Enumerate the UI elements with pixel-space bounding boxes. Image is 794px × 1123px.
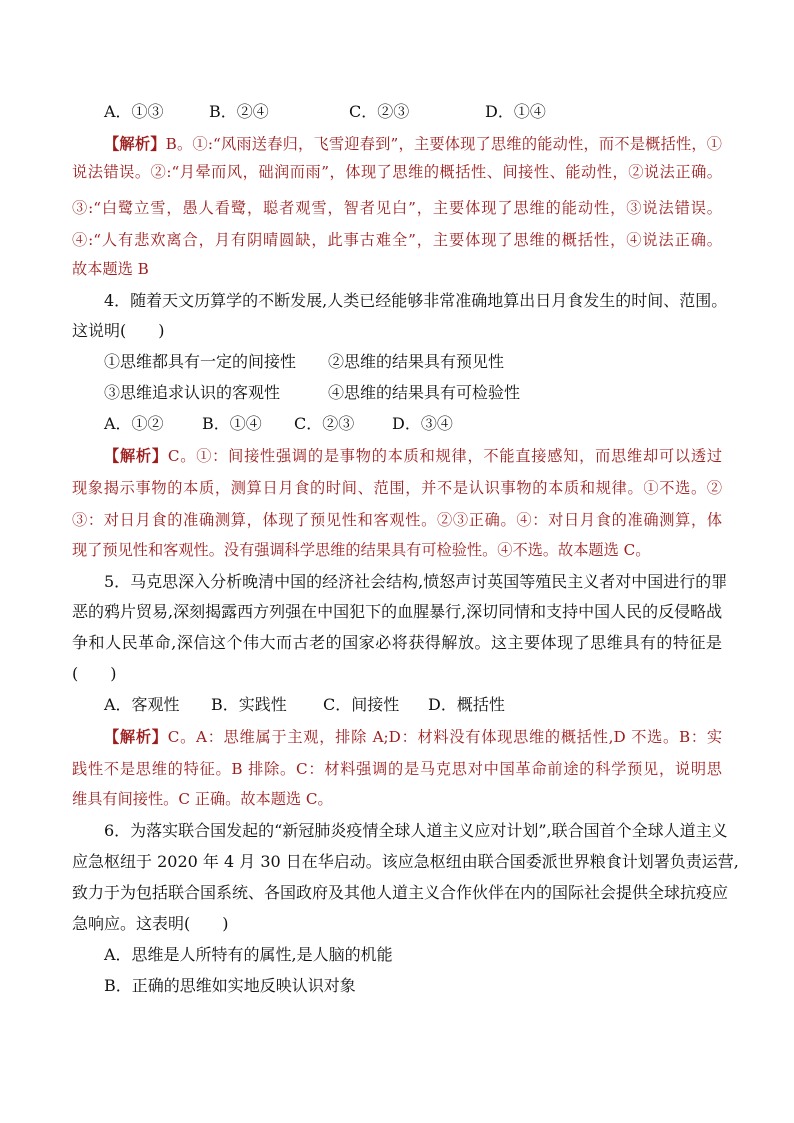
q4-analysis-line-3: ③：对日月食的准确测算，体现了预见性和客观性。②③正确。④：对日月食的准确测算，体 xyxy=(72,511,722,529)
q3-option-b: B．②④ xyxy=(209,102,269,121)
q6-option-b: B．正确的思维如实地反映认识对象 xyxy=(104,976,356,995)
q3-analysis-line-2: 说法错误。②:“月晕而风，础润而雨”，体现了思维的概括性、间接性、能动性，②说法正确。 xyxy=(72,163,722,181)
q4-statements-line-1: ①思维都具有一定的间接性 ②思维的结果具有预见性 xyxy=(104,352,505,371)
q6-option-a: A．思维是人所特有的属性,是人脑的机能 xyxy=(104,945,393,964)
q3-analysis-line-5: 故本题选 B xyxy=(72,260,149,278)
q5-option-d: D．概括性 xyxy=(428,695,505,714)
q5-analysis-line-2: 践性不是思维的特征。B 排除。C：材料强调的是马克思对中国革命前途的科学预见，说明思 xyxy=(72,760,722,778)
q4-option-b: B．①④ xyxy=(202,414,262,433)
q3-option-d: D．①④ xyxy=(485,102,546,121)
q4-analysis-line-4: 现了预见性和客观性。没有强调科学思维的结果具有可检验性。④不选。故本题选 C。 xyxy=(72,541,651,559)
q5-stem-line-4: ( ) xyxy=(72,664,117,683)
q5-option-c: C．间接性 xyxy=(323,695,400,714)
q3-analysis-line-3: ③:“白鹭立雪，愚人看鹭，聪者观雪，智者见白”，主要体现了思维的能动性，③说法错误。 xyxy=(72,199,722,217)
q4-options xyxy=(104,414,453,434)
analysis-tag: 【解析】 xyxy=(104,447,168,465)
q4-option-a: A．①② xyxy=(104,414,164,433)
q6-stem-line-2: 应急枢纽于 2020 年 4 月 30 日在华启动。该应急枢纽由联合国委派世界粮食计划署负责运营, xyxy=(72,852,739,871)
q6-stem-line-4: 急响应。这表明( ) xyxy=(72,914,229,933)
q5-option-a: A．客观性 xyxy=(104,695,180,714)
q4-statements-line-2: ③思维追求认识的客观性 ④思维的结果具有可检验性 xyxy=(104,383,521,402)
q5-analysis-line-1: 【解析】C。A：思维属于主观，排除 A;D：材料没有体现思维的概括性,D 不选。B：实 xyxy=(104,728,723,746)
q3-analysis-line-4: ④:“人有悲欢离合，月有阴晴圆缺，此事古难全”，主要体现了思维的概括性，④说法正确。 xyxy=(72,231,722,249)
q4-option-d: D．③④ xyxy=(392,414,453,433)
q3-options xyxy=(104,102,546,122)
q5-stem-line-3: 争和人民革命,深信这个伟大而古老的国家必将获得解放。这主要体现了思维具有的特征是 xyxy=(72,633,722,652)
q4-option-c: C．②③ xyxy=(294,414,355,433)
q4-stem-line-2: 这说明( ) xyxy=(72,321,165,340)
q5-options xyxy=(104,695,505,715)
q4-analysis-line-2: 现象揭示事物的本质，测算日月食的时间、范围，并不是认识事物的本质和规律。①不选。② xyxy=(72,479,722,497)
q6-stem-line-3: 致力于为包括联合国系统、各国政府及其他人道主义合作伙伴在内的国际社会提供全球抗疫应 xyxy=(72,883,729,902)
q4-analysis-line-1: 【解析】C。①：间接性强调的是事物的本质和规律，不能直接感知，而思维却可以透过 xyxy=(104,447,723,465)
analysis-tag: 【解析】 xyxy=(104,135,166,153)
q6-stem-line-1: 6．为落实联合国发起的“新冠肺炎疫情全球人道主义应对计划”,联合国首个全球人道主义 xyxy=(104,821,728,840)
analysis-tag: 【解析】 xyxy=(104,728,168,746)
q3-option-c: C．②③ xyxy=(349,102,410,121)
q3-analysis-line-1: 【解析】B。①:“风雨送春归，飞雪迎春到”，主要体现了思维的能动性，而不是概括性，① xyxy=(104,135,722,153)
q5-stem-line-1: 5．马克思深入分析晚清中国的经济社会结构,愤怒声讨英国等殖民主义者对中国进行的罪 xyxy=(104,572,728,591)
q3-option-a: A．①③ xyxy=(104,102,164,121)
q5-analysis-line-3: 维具有间接性。C 正确。故本题选 C。 xyxy=(72,790,333,808)
q5-stem-line-2: 恶的鸦片贸易,深刻揭露西方列强在中国犯下的血腥暴行,深切同情和支持中国人民的反侵略战 xyxy=(72,602,723,621)
q4-stem-line-1: 4．随着天文历算学的不断发展,人类已经能够非常准确地算出日月食发生的时间、范围。 xyxy=(104,291,728,310)
q5-option-b: B．实践性 xyxy=(211,695,287,714)
